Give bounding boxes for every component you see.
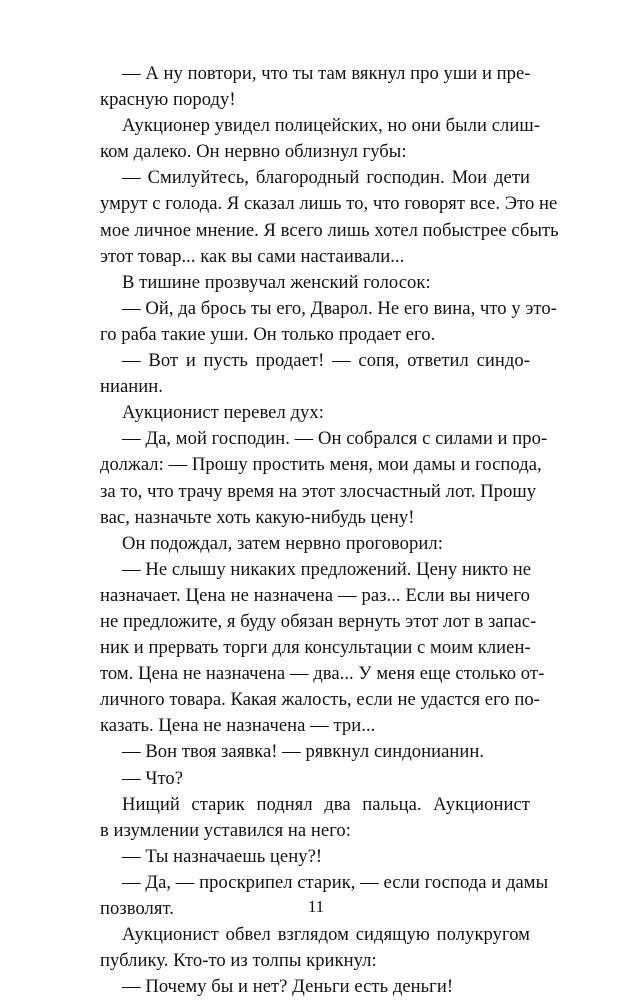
- text-line: — Не слышу никаких предложений. Цену никто не: [122, 558, 532, 580]
- text-line: нианин.: [100, 376, 164, 398]
- text-line: вас, назначьте хоть какую-нибудь цену!: [100, 506, 415, 528]
- text-line: — Ты назначаешь цену?!: [122, 845, 323, 867]
- text-line: го раба такие уши. Он только продает его.: [100, 323, 436, 345]
- text-line: — Да, — проскрипел старик, — если господа и дамы: [122, 871, 549, 893]
- text-line: Аукционист перевел дух:: [122, 402, 324, 424]
- text-line: в изумлении уставился на него:: [100, 819, 351, 841]
- text-line: — Вот и пусть продает! — сопя, ответил синдо-: [122, 350, 530, 372]
- text-line: казать. Цена не назначена — три...: [100, 715, 376, 737]
- text-line: за то, что трачу время на этот злосчастный лот. Прошу: [100, 480, 537, 502]
- text-line: — А ну повтори, что ты там вякнул про уши и пре-: [122, 63, 531, 84]
- text-line: должал: — Прошу простить меня, мои дамы и господа,: [100, 454, 542, 476]
- text-line: — Вон твоя заявка! — рявкнул синдонианин.: [122, 741, 485, 763]
- text-line: красную породу!: [100, 89, 236, 111]
- text-line: умрут с голода. Я сказал лишь то, что говорят все. Это не: [100, 193, 558, 215]
- text-line: Аукционист обвел взглядом сидящую полукругом: [122, 924, 530, 946]
- text-line: В тишине прозвучал женский голосок:: [122, 271, 431, 293]
- text-line: — Что?: [122, 767, 184, 789]
- text-line: позволят.: [100, 898, 174, 919]
- text-line: ком далеко. Он нервно облизнул губы:: [100, 141, 407, 163]
- text-line: том. Цена не назначена — два... У меня еще столько от-: [100, 663, 545, 685]
- body-text: [100, 61, 559, 1000]
- text-line: — Ой, да брось ты его, Дварол. Не его вина, что у это-: [122, 297, 557, 319]
- text-line: — Да, мой господин. — Он собрался с силами и про-: [122, 428, 548, 450]
- text-line: Он подождал, затем нервно проговорил:: [122, 532, 443, 554]
- text-line: ник и прервать торги для консультации с моим клиен-: [100, 637, 531, 659]
- text-line: — Смилуйтесь, благородный господин. Мои дети: [122, 167, 530, 189]
- text-line: публику. Кто-то из толпы крикнул:: [100, 950, 377, 972]
- text-line: личного товара. Какая жалость, если не удастся его по-: [100, 689, 540, 711]
- text-line: назначает. Цена не назначена — раз... Если вы ничего: [100, 584, 530, 606]
- text-line: мое личное мнение. Я всего лишь хотел побыстрее сбыть: [100, 219, 559, 241]
- text-line: — Почему бы и нет? Деньги есть деньги!: [122, 976, 454, 998]
- text-line: Аукционер увидел полицейских, но они были слиш-: [122, 115, 540, 137]
- text-line: Нищий старик поднял два пальца. Аукционист: [122, 793, 530, 815]
- page-number: 11: [307, 897, 325, 916]
- text-line: не предложите, я буду обязан вернуть этот лот в запас-: [100, 610, 537, 632]
- text-line: этот товар... как вы сами настаивали...: [100, 245, 405, 267]
